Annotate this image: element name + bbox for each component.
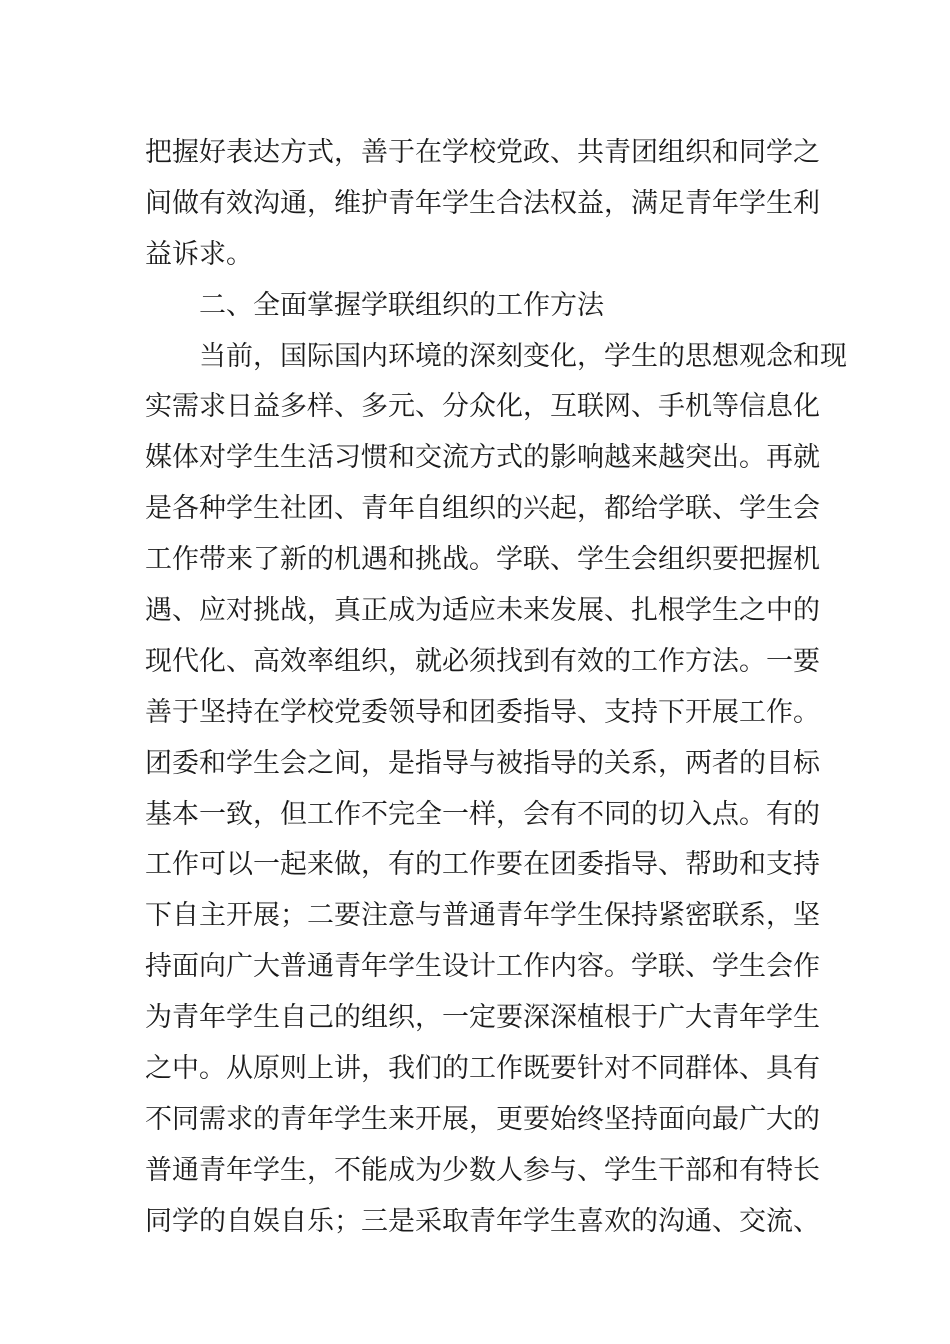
text-line: 普通青年学生，不能成为少数人参与、学生干部和有特长 (145, 1154, 820, 1186)
text-line: 为青年学生自己的组织，一定要深深植根于广大青年学生 (145, 1002, 820, 1034)
text-line: 媒体对学生生活习惯和交流方式的影响越来越突出。再就 (145, 442, 820, 474)
text-line: 工作带来了新的机遇和挑战。学联、学生会组织要把握机 (145, 544, 820, 576)
section-heading: 二、全面掌握学联组织的工作方法 (145, 289, 604, 321)
text-line: 益诉求。 (145, 238, 253, 270)
text-line: 把握好表达方式，善于在学校党政、共青团组织和同学之 (145, 137, 820, 168)
body-text (145, 128, 847, 1248)
text-line: 现代化、高效率组织，就必须找到有效的工作方法。一要 (145, 645, 820, 677)
text-line: 间做有效沟通，维护青年学生合法权益，满足青年学生利 (145, 187, 820, 219)
text-line: 工作可以一起来做，有的工作要在团委指导、帮助和支持 (145, 849, 820, 881)
text-line: 下自主开展；二要注意与普通青年学生保持紧密联系，坚 (145, 900, 820, 932)
text-line: 团委和学生会之间，是指导与被指导的关系，两者的目标 (145, 747, 820, 779)
text-line: 不同需求的青年学生来开展，更要始终坚持面向最广大的 (145, 1103, 820, 1135)
text-line: 是各种学生社团、青年自组织的兴起，都给学联、学生会 (145, 493, 820, 525)
text-line: 之中。从原则上讲，我们的工作既要针对不同群体、具有 (145, 1053, 820, 1085)
text-line: 善于坚持在学校党委领导和团委指导、支持下开展工作。 (145, 696, 820, 728)
text-line: 基本一致，但工作不完全一样，会有不同的切入点。有的 (145, 798, 820, 830)
text-line: 遇、应对挑战，真正成为适应未来发展、扎根学生之中的 (145, 595, 820, 627)
text-line: 持面向广大普通青年学生设计工作内容。学联、学生会作 (145, 951, 820, 983)
text-line: 实需求日益多样、多元、分众化，互联网、手机等信息化 (145, 391, 820, 423)
text-line: 当前，国际国内环境的深刻变化，学生的思想观念和现 (145, 340, 847, 372)
text-line: 同学的自娱自乐；三是采取青年学生喜欢的沟通、交流、 (145, 1205, 820, 1237)
